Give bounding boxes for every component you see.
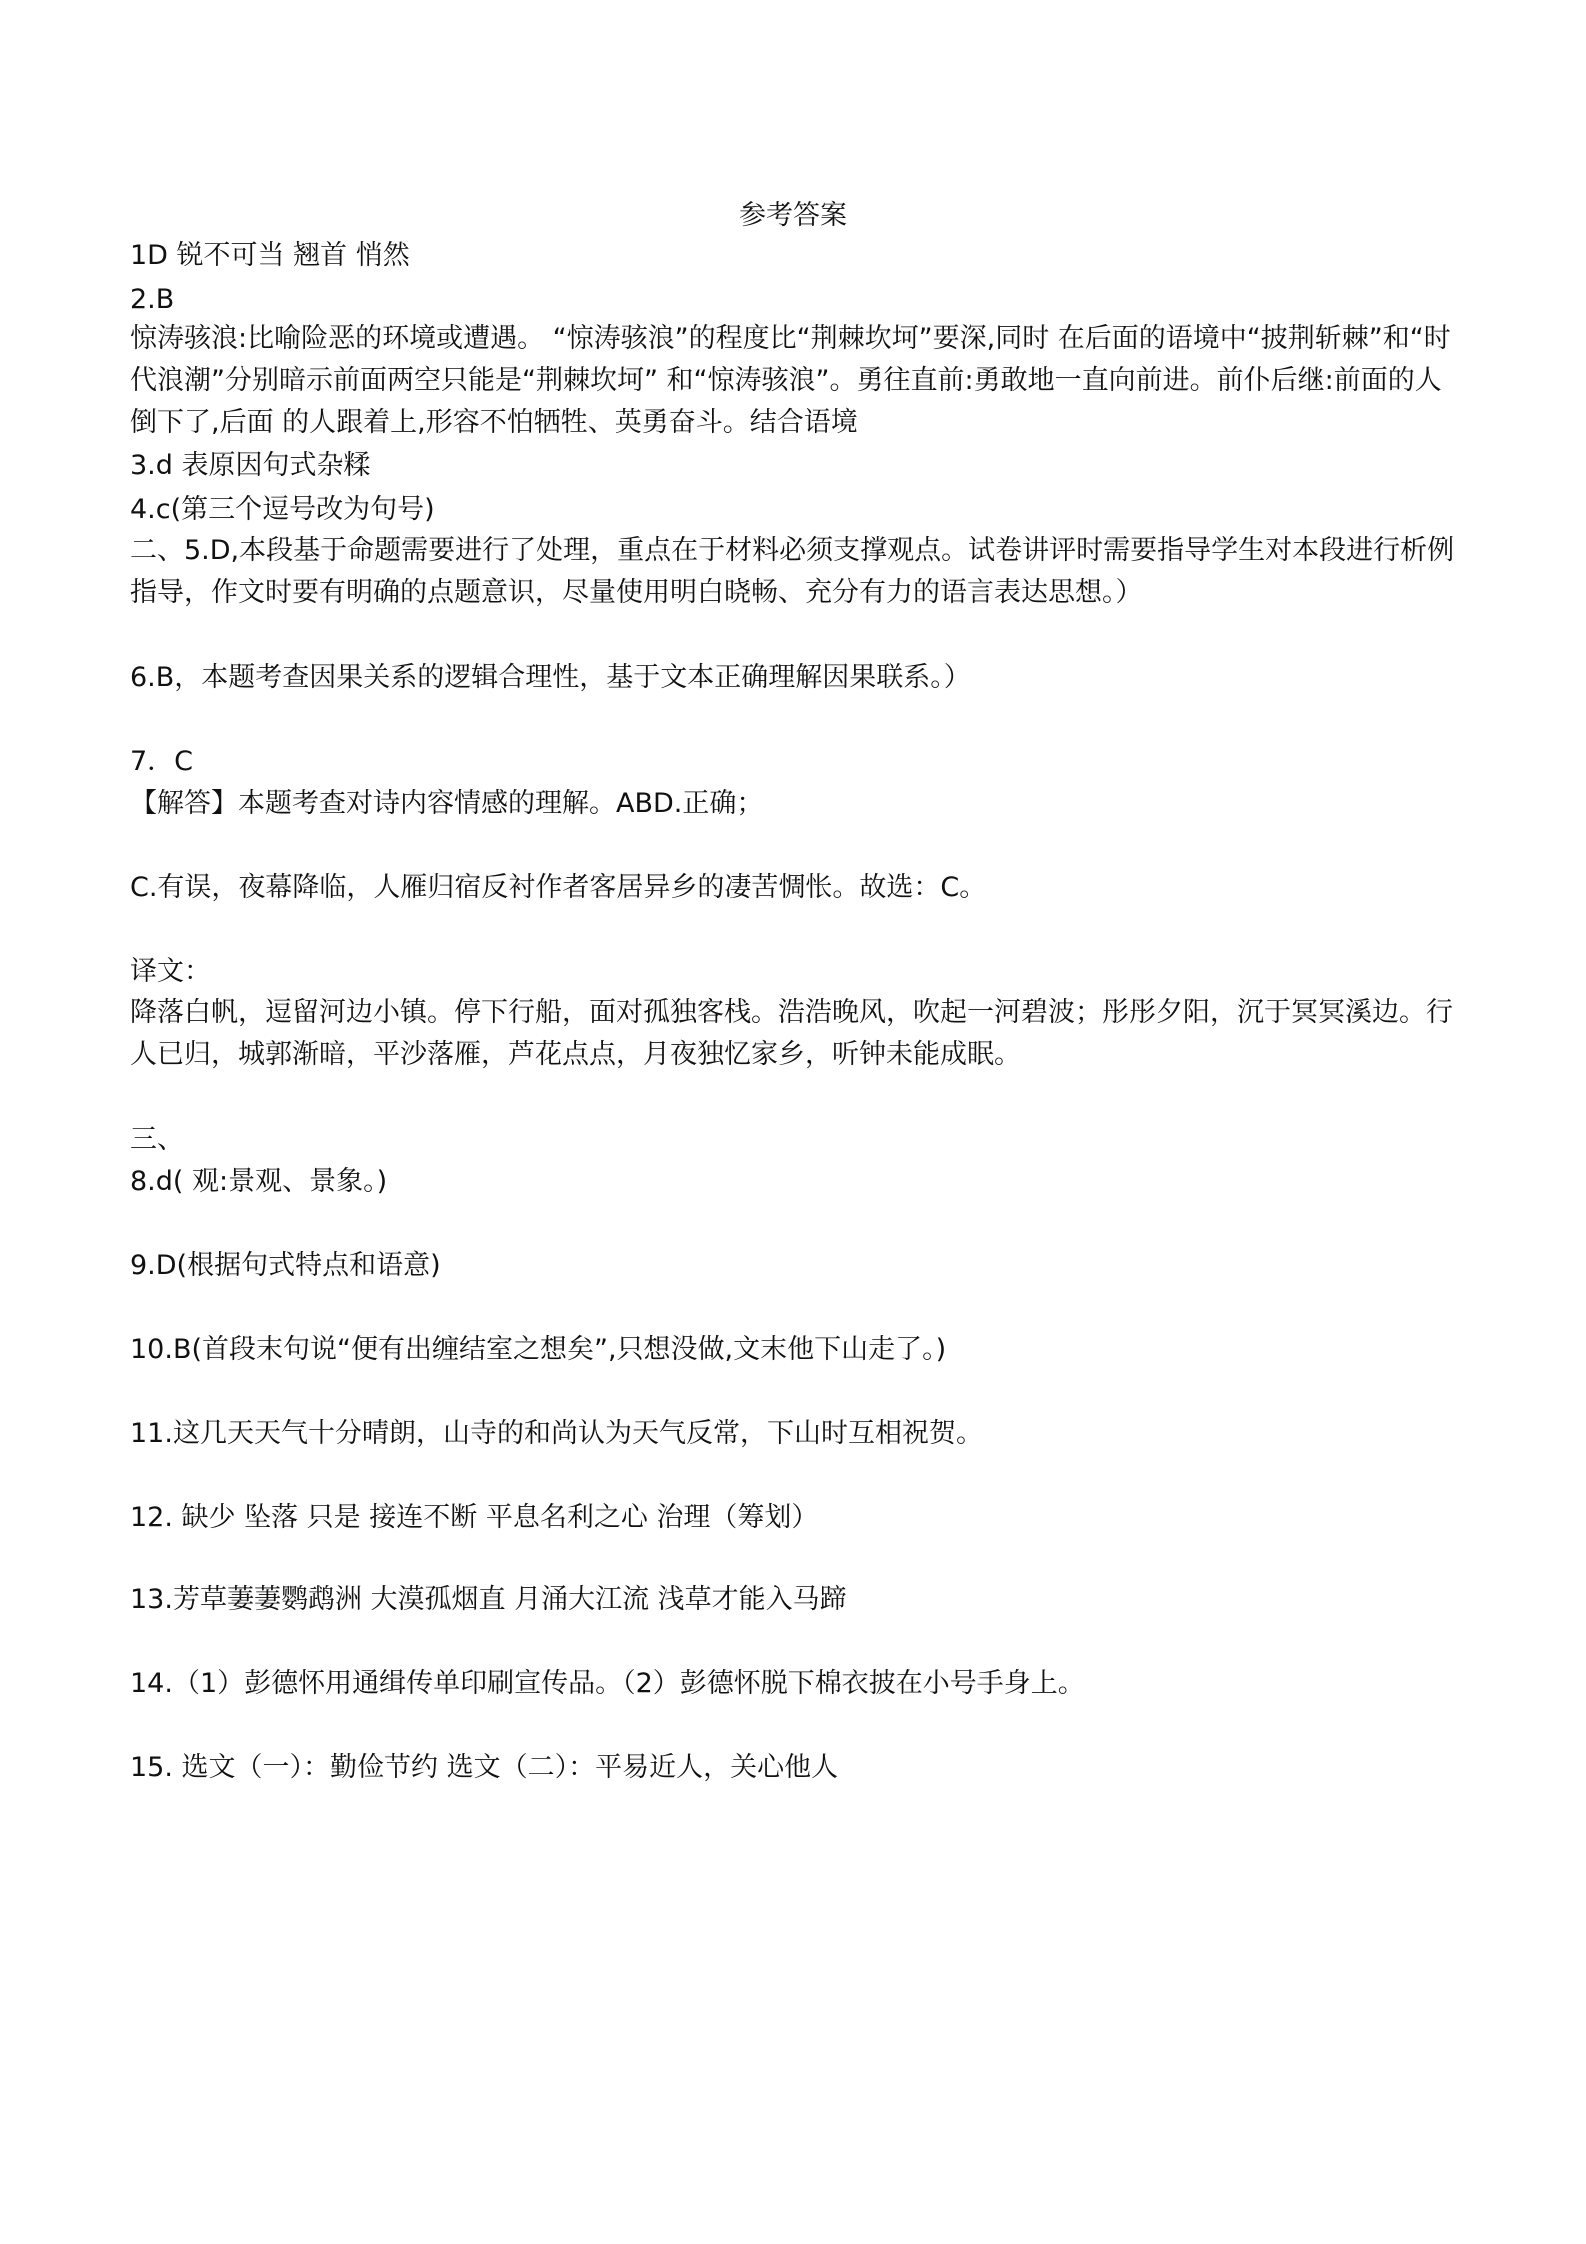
- answer-line-10: 10.B(首段末句说“便有出缠结室之想矣”,只想没做,文末他下山走了。): [130, 1334, 947, 1365]
- answer-line-12: 12. 缺少 坠落 只是 接连不断 平息名利之心 治理（筹划）: [130, 1502, 819, 1533]
- answer-paragraph-2-explanation: 惊涛骇浪:比喻险恶的环境或遭遇。 “惊涛骇浪”的程度比“荆棘坎坷”要深,同时 在后面的语境中“披荆斩棘”和“时代浪潮”分别暗示前面两空只能是“荆棘坎坷” 和“惊涛骇浪”。勇往直前:勇敢地一直向前进。前仆后继:前面的人倒下了,后面 的人跟着上,形容不怕牺牲、英勇奋斗。结合语境: [130, 323, 1451, 438]
- answer-line-4: 4.c(第三个逗号改为句号): [130, 494, 435, 525]
- answer-line-13: 13.芳草萋萋鹦鹉洲 大漠孤烟直 月涌大江流 浅草才能入马蹄: [130, 1584, 847, 1615]
- answer-line-7-c-explanation: C.有误，夜幕降临，人雁归宿反衬作者客居异乡的凄苦惆怅。故选：C。: [130, 872, 987, 903]
- answer-paragraph-5: 二、5.D,本段基于命题需要进行了处理，重点在于材料必须支撑观点。试卷讲评时需要指导学生对本段进行析例指导，作文时要有明确的点题意识，尽量使用明白晓畅、充分有力的语言表达思想。）: [130, 535, 1455, 608]
- answer-line-14: 14.（1）彭德怀用通缉传单印刷宣传品。（2）彭德怀脱下棉衣披在小号手身上。: [130, 1668, 1085, 1699]
- answer-line-1: 1D 锐不可当 翘首 悄然: [130, 240, 410, 271]
- answer-line-6: 6.B，本题考查因果关系的逻辑合理性，基于文本正确理解因果联系。）: [130, 662, 971, 693]
- answer-line-3: 3.d 表原因句式杂糅: [130, 450, 371, 481]
- translation-label: 译文：: [130, 956, 211, 987]
- page-title: 参考答案: [739, 200, 847, 231]
- answer-line-8: 8.d( 观:景观、景象。): [130, 1166, 388, 1197]
- answer-line-7-solution: 【解答】本题考查对诗内容情感的理解。ABD.正确；: [130, 788, 764, 819]
- answer-line-11: 11.这几天天气十分晴朗，山寺的和尚认为天气反常，下山时互相祝贺。: [130, 1418, 983, 1449]
- answer-line-9: 9.D(根据句式特点和语意): [130, 1250, 441, 1281]
- section-three-label: 三、: [130, 1124, 184, 1155]
- answer-line-2: 2.B: [130, 284, 175, 315]
- translation-paragraph: 降落白帆，逗留河边小镇。停下行船，面对孤独客栈。浩浩晚风，吹起一河碧波；彤彤夕阳，沉于冥冥溪边。行人已归，城郭渐暗，平沙落雁，芦花点点，月夜独忆家乡，听钟未能成眠。: [130, 997, 1453, 1070]
- answer-line-7: 7．C: [130, 746, 194, 777]
- answer-line-15: 15. 选文（一）：勤俭节约 选文（二）：平易近人，关心他人: [130, 1752, 839, 1783]
